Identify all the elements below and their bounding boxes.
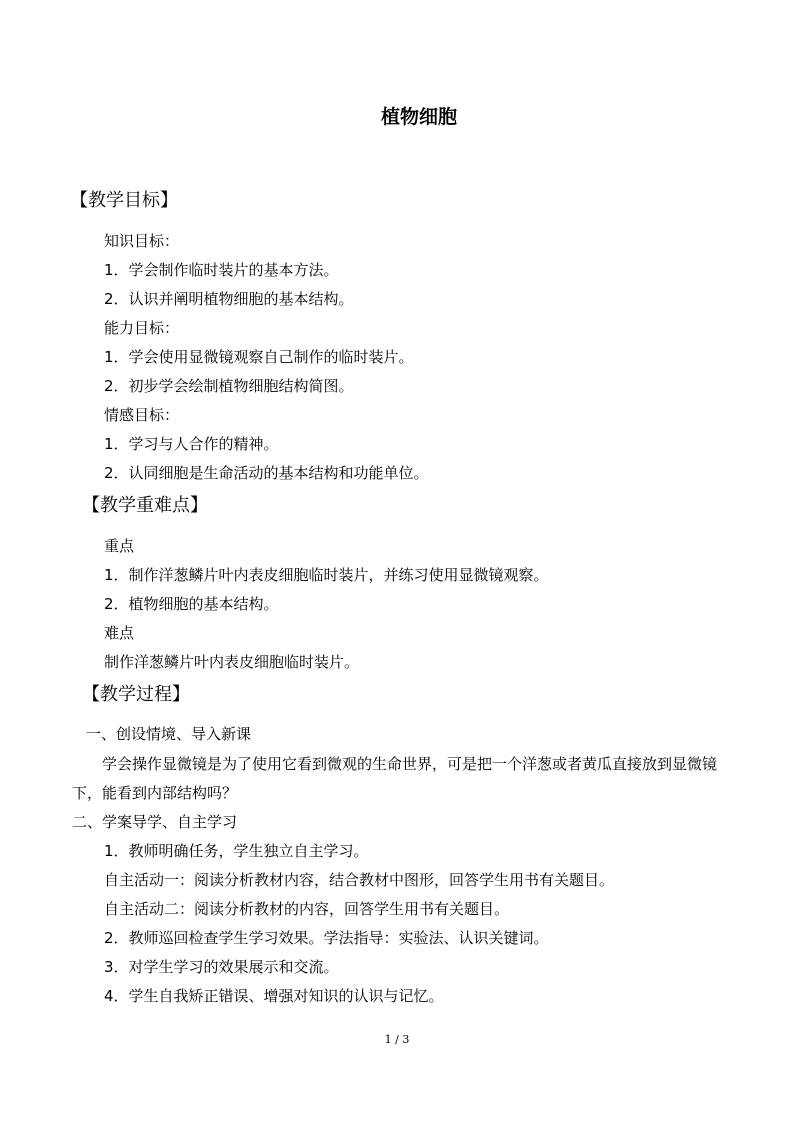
ability-goal-item: 2．初步学会绘制植物细胞结构简图。: [104, 377, 354, 395]
heading-teaching-process: 【教学过程】: [82, 684, 190, 705]
step2-item: 自主活动一：阅读分析教材内容，结合教材中图形，回答学生用书有关题目。: [104, 871, 615, 889]
label-key-points: 重点: [104, 537, 135, 555]
step2-item: 1．教师明确任务，学生独立自主学习。: [104, 842, 369, 860]
document-title: 植物细胞: [380, 106, 457, 128]
step2-title: 二、学案导学、自主学习: [72, 813, 238, 831]
step2-item: 3．对学生学习的效果展示和交流。: [104, 958, 339, 976]
step1-paragraph: 学会操作显微镜是为了使用它看到微观的生命世界，可是把一个洋葱或者黄瓜直接放到显微镜下，能看到内部结构吗？: [72, 755, 718, 802]
key-point-item: 1．制作洋葱鳞片叶内表皮细胞临时装片，并练习使用显微镜观察。: [104, 566, 549, 584]
label-difficulty: 难点: [104, 624, 135, 642]
heading-teaching-goals: 【教学目标】: [70, 190, 178, 211]
label-knowledge-goals: 知识目标：: [104, 232, 180, 250]
knowledge-goal-item: 1．学会制作临时装片的基本方法。: [104, 261, 339, 279]
page-number: 1 / 3: [384, 1033, 410, 1046]
step2-item: 2．教师巡回检查学生学习效果。学法指导：实验法、认识关键词。: [104, 929, 549, 947]
key-point-item: 2．植物细胞的基本结构。: [104, 595, 279, 613]
step2-item: 4．学生自我矫正错误、增强对知识的认识与记忆。: [104, 987, 444, 1005]
label-ability-goals: 能力目标：: [104, 319, 180, 337]
ability-goal-item: 1．学会使用显微镜观察自己制作的临时装片。: [104, 348, 414, 366]
step1-title: 一、创设情境、导入新课: [86, 725, 252, 743]
difficulty-text: 制作洋葱鳞片叶内表皮细胞临时装片。: [104, 653, 360, 671]
emotion-goal-item: 2．认同细胞是生命活动的基本结构和功能单位。: [104, 464, 429, 482]
heading-key-difficult-points: 【教学重难点】: [82, 495, 208, 516]
emotion-goal-item: 1．学习与人合作的精神。: [104, 435, 279, 453]
label-emotion-goals: 情感目标：: [104, 406, 180, 424]
step2-item: 自主活动二：阅读分析教材的内容，回答学生用书有关题目。: [104, 900, 510, 918]
knowledge-goal-item: 2．认识并阐明植物细胞的基本结构。: [104, 290, 354, 308]
